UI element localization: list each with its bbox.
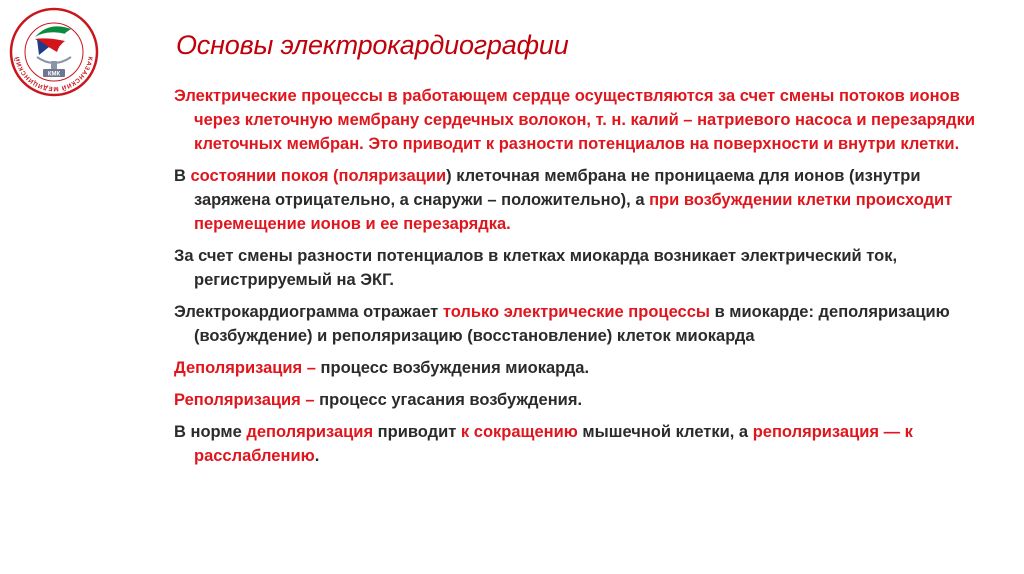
body-paragraph — [174, 420, 984, 468]
body-text: приводит — [373, 423, 461, 441]
highlighted-text: только электрические процессы — [442, 303, 710, 321]
highlighted-text: деполяризация — [246, 423, 374, 441]
body-paragraph — [174, 356, 984, 380]
highlighted-text: Деполяризация – — [174, 359, 316, 377]
body-paragraph — [174, 300, 984, 348]
body-text: процесс угасания возбуждения. — [314, 391, 583, 409]
logo-ring-text: КАЗАНСКИЙ МЕДИЦИНСКИЙ — [14, 55, 94, 93]
body-text: Электрокардиограмма отражает — [174, 303, 443, 321]
body-text: ) клеточная мембрана не проницаема для ионов (изнутри заряжена отрицательно, а снаружи – положительно), а — [194, 167, 921, 209]
highlighted-text: Электрические процессы в работающем сердце осуществляются за счет смены потоков ионов через клеточную мембрану сердечных волокон, т. н. калий – натриевого насоса и перезарядки клеточных мембран. Это приводит к разности потенциалов на поверхности и внутри клетки. — [174, 87, 975, 153]
slide-title: Основы электрокардиографии — [176, 30, 569, 60]
highlighted-text: реполяризация — к расслаблению — [194, 423, 913, 465]
logo-monogram: КМК — [47, 71, 61, 78]
body-text: в миокарде: деполяризацию (возбуждение) и реполяризацию (восстановление) клеток миокарда — [194, 303, 950, 345]
highlighted-text: состоянии покоя (поляризации — [190, 167, 447, 185]
college-logo — [9, 7, 99, 97]
body-paragraph — [174, 164, 984, 236]
body-text: мышечной клетки, а — [577, 423, 753, 441]
body-text: . — [314, 447, 320, 465]
body-paragraph — [174, 244, 984, 292]
college-emblem — [9, 7, 99, 97]
body-paragraph — [174, 388, 984, 412]
highlighted-text: Реполяризация – — [174, 391, 315, 409]
highlighted-text: к сокращению — [460, 423, 578, 441]
body-text: процесс возбуждения миокарда. — [315, 359, 590, 377]
slide-body — [174, 84, 984, 476]
body-text: За счет смены разности потенциалов в клетках миокарда возникает электрический ток, регистрируемый на ЭКГ. — [174, 247, 898, 289]
highlighted-text: при возбуждении клетки происходит перемещение ионов и ее перезарядка. — [194, 191, 953, 233]
body-text: В — [174, 167, 191, 185]
body-paragraph — [174, 84, 984, 156]
body-text: В норме — [174, 423, 247, 441]
